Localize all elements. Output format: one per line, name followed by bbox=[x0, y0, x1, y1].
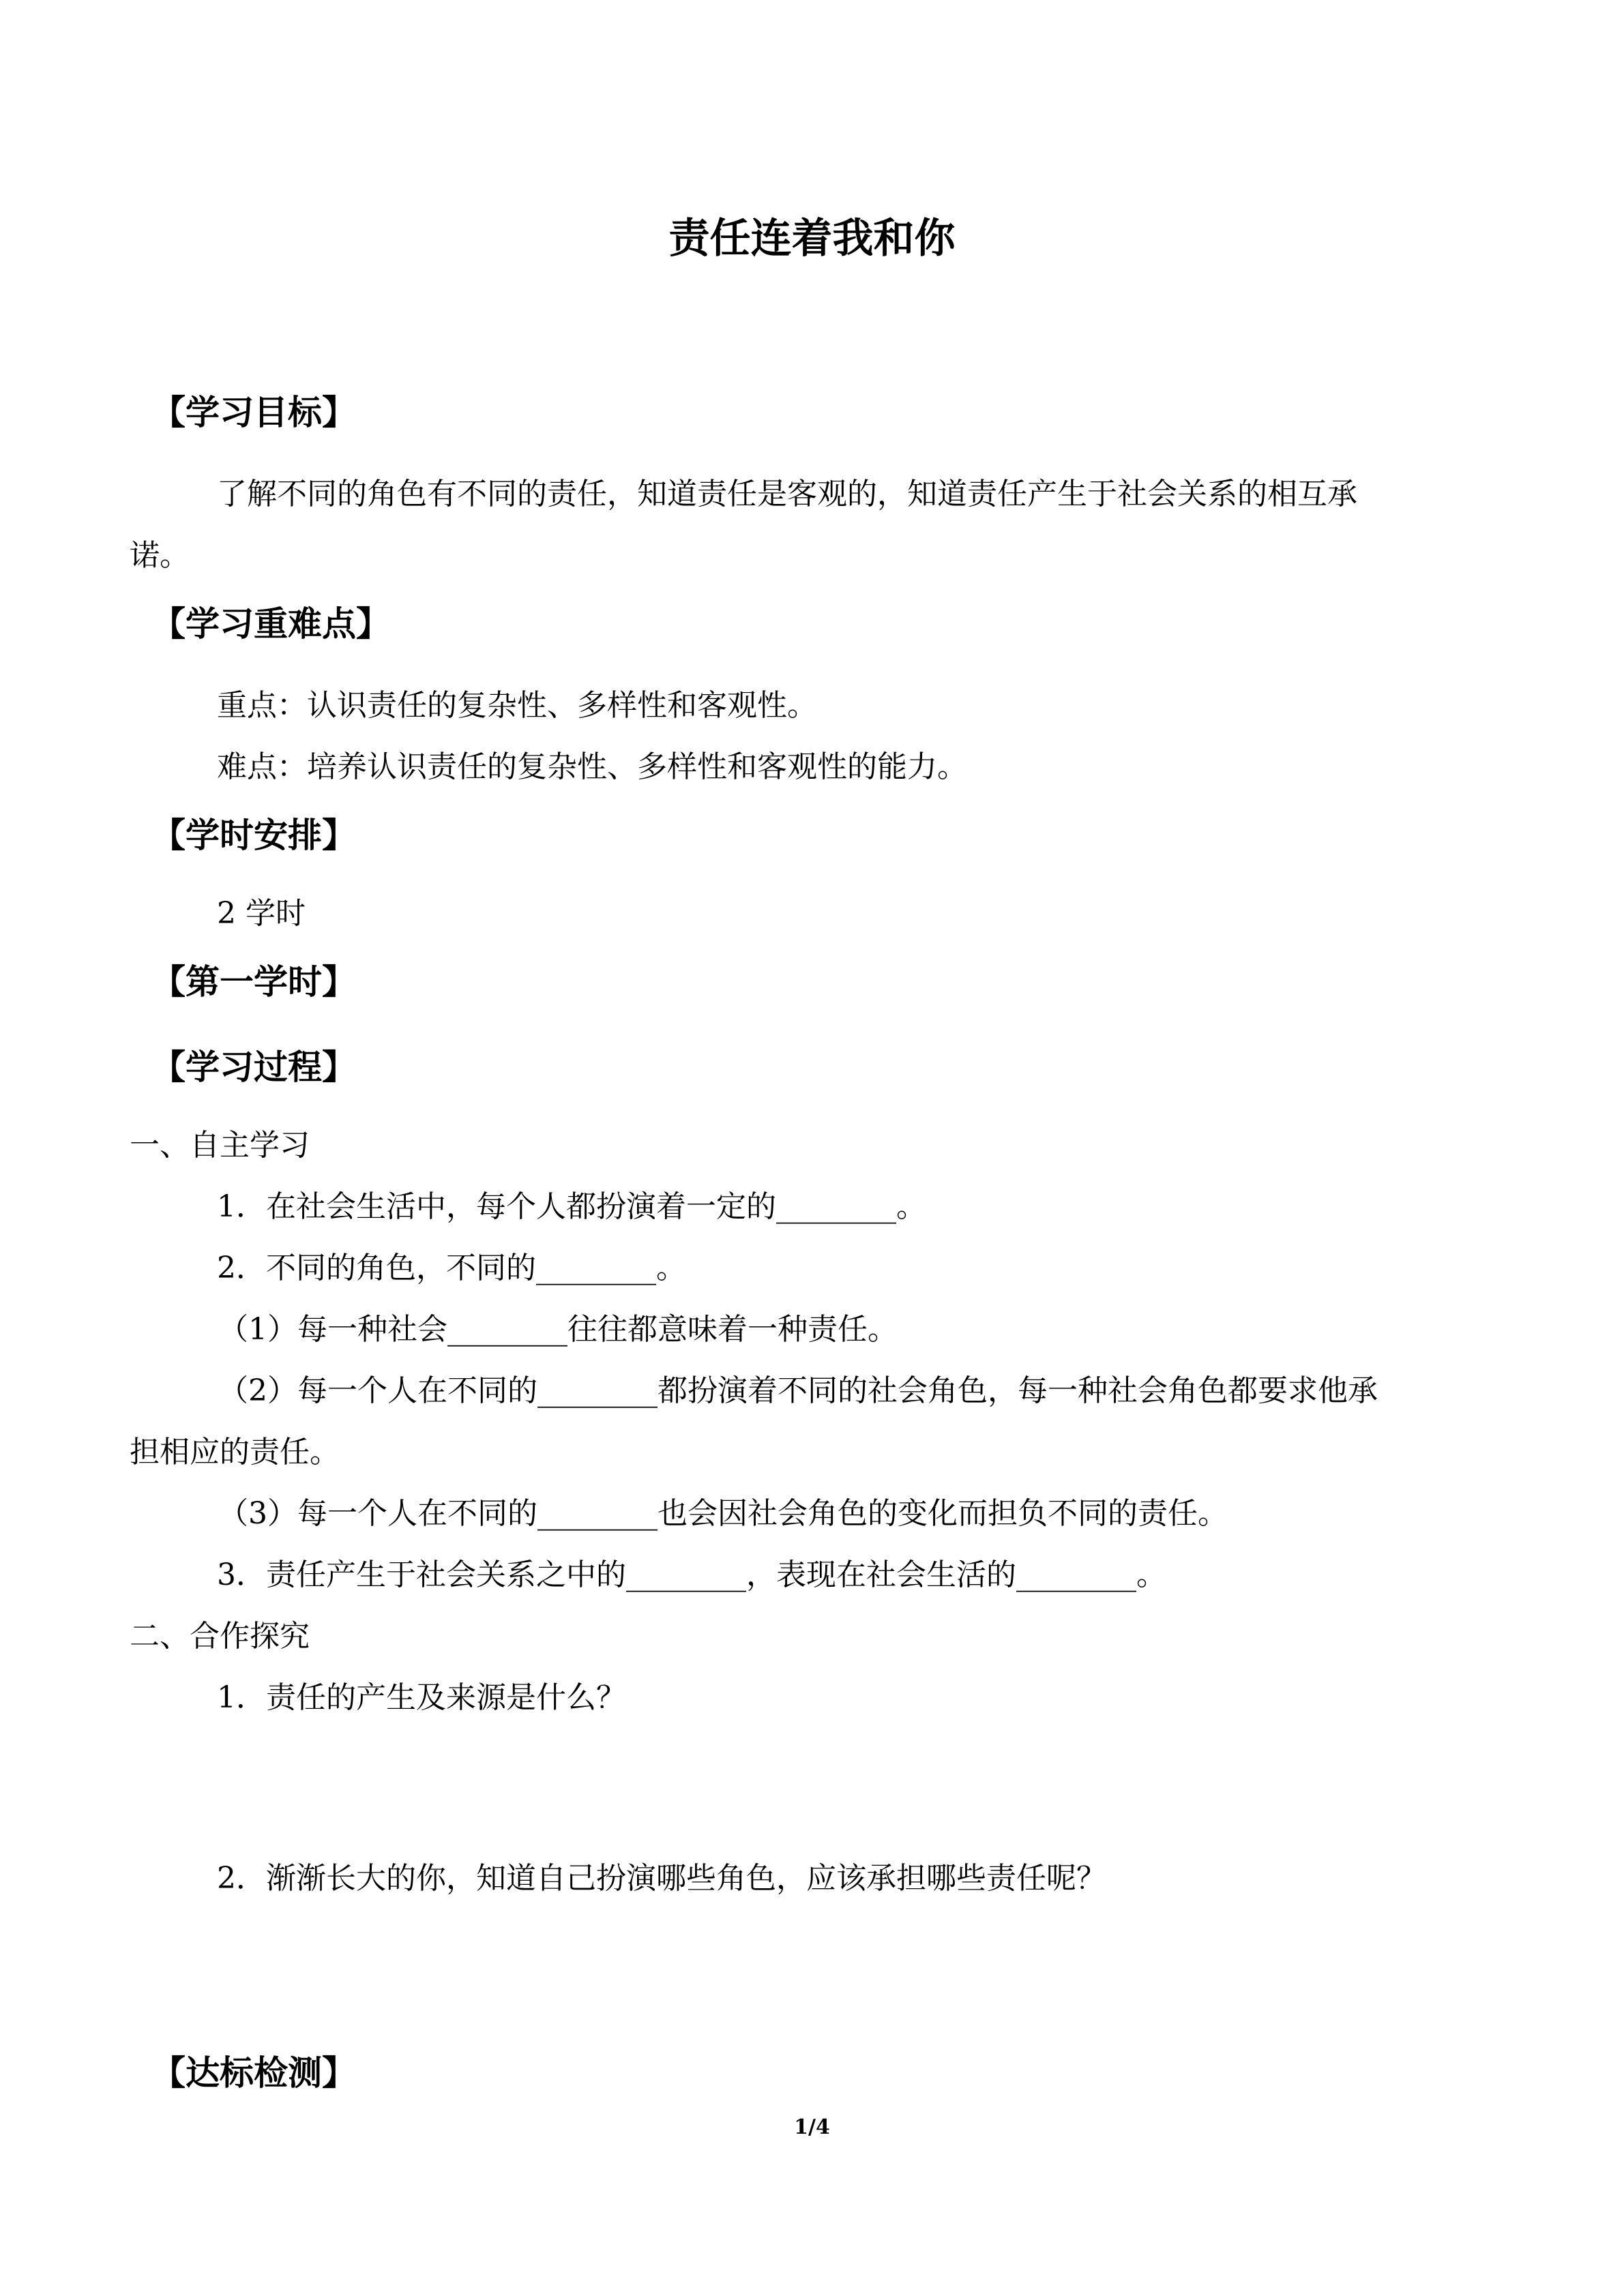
cooperation-question-2: 2．渐渐长大的你，知道自己扮演哪些角色，应该承担哪些责任呢？ bbox=[217, 1861, 1106, 1896]
question-3: 3．责任产生于社会关系之中的________，表现在社会生活的________。 bbox=[217, 1557, 1166, 1592]
process-heading: 【学习过程】 bbox=[151, 1047, 356, 1087]
question-1: 1．在社会生活中，每个人都扮演着一定的________。 bbox=[217, 1189, 926, 1224]
cooperation-question-1: 1．责任的产生及来源是什么？ bbox=[217, 1680, 626, 1715]
question-2-1: （1）每一种社会________往往都意味着一种责任。 bbox=[218, 1312, 898, 1347]
part1-title: 一、自主学习 bbox=[130, 1128, 310, 1163]
schedule-text: 2 学时 bbox=[217, 896, 306, 931]
check-heading: 【达标检测】 bbox=[151, 2053, 356, 2093]
page-title: 责任连着我和你 bbox=[668, 215, 956, 263]
keypoints-heading: 【学习重难点】 bbox=[151, 604, 390, 644]
question-2-2-line-1: （2）每一个人在不同的________都扮演着不同的社会角色，每一种社会角色都要求他承 bbox=[218, 1373, 1378, 1408]
goals-text-line-1: 了解不同的角色有不同的责任，知道责任是客观的，知道责任产生于社会关系的相互承 bbox=[217, 477, 1357, 511]
goals-text-line-2: 诺。 bbox=[130, 538, 190, 573]
question-2-3: （3）每一个人在不同的________也会因社会角色的变化而担负不同的责任。 bbox=[218, 1496, 1228, 1531]
goals-heading: 【学习目标】 bbox=[151, 393, 356, 432]
keypoint-line-2: 难点：培养认识责任的复杂性、多样性和客观性的能力。 bbox=[217, 749, 967, 784]
schedule-heading: 【学时安排】 bbox=[151, 816, 356, 855]
question-2: 2．不同的角色，不同的________。 bbox=[217, 1251, 686, 1285]
keypoint-line-1: 重点：认识责任的复杂性、多样性和客观性。 bbox=[217, 688, 817, 723]
page-number: 1/4 bbox=[794, 2115, 830, 2139]
part2-title: 二、合作探究 bbox=[130, 1619, 310, 1654]
question-2-2-line-2: 担相应的责任。 bbox=[130, 1435, 340, 1470]
first-period-heading: 【第一学时】 bbox=[151, 962, 356, 1002]
